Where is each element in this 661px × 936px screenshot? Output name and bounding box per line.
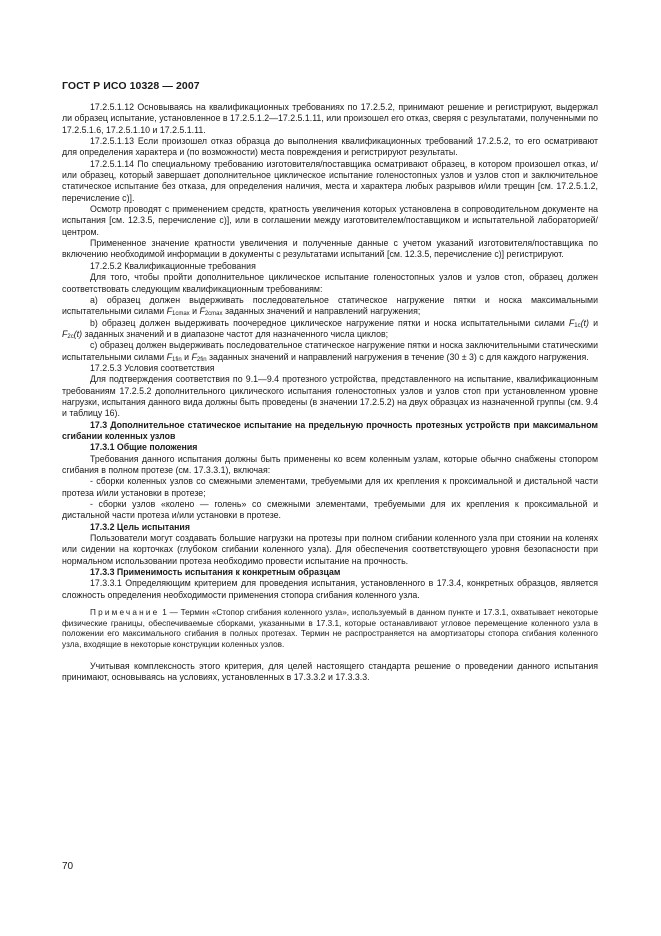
text: а) образец должен выдерживать последовательное статическое нагружение пятки и носка максимальными испытательными силами bbox=[62, 294, 598, 317]
symbol: F bbox=[62, 328, 68, 339]
text: заданных значений и направлений нагружения в течение (30 ± 3) с для каждого нагружения. bbox=[206, 351, 589, 362]
note-text: 1 — Термин «Стопор сгибания коленного узла», используемый в данном пункте и 17.3.1, охватывает некоторые физические границы, обеспечиваемые сборками, указанными в 17.3.1, которые останавливают угловое перемещение коленного узла в положении его максимального сгибания в полных протезах. Термин не распространяется на амортизаторы стопора сгибания коленного узла, входящие в некоторые конструкции коленных узлов. bbox=[62, 608, 598, 649]
symbol: (t) bbox=[73, 328, 83, 339]
symbol: (t) bbox=[580, 317, 589, 328]
symbol: F bbox=[199, 306, 205, 317]
list-item: - сборки коленных узлов со смежными элементами, требуемыми для их крепления к проксимальной и дистальной части протеза и/или установки в протезе; bbox=[62, 476, 598, 498]
paragraph: Для подтверждения соответствия по 9.1—9.4 протезного устройства, представленного на испытание, квалификационным требованиям 17.2.5.2 дополнительного циклического испытания голеностопных узлов и узлов стоп при установленном уровне нагрузки, испытания данного вида должны быть проведены (в значении 17.2.5.2) на двух образцах из назначенной группы (см. 9.4 и таблицу 16). bbox=[62, 374, 598, 419]
text: заданных значений и в диапазоне частот для назначенного числа циклов; bbox=[82, 328, 389, 339]
list-item bbox=[62, 295, 598, 318]
paragraph: 17.2.5.1.13 Если произошел отказ образца до выполнения квалификационных требований 17.2.5.2, то его осматривают для определения характера и (по возможности) места повреждения и регистрируют результаты. bbox=[62, 136, 598, 158]
section-heading-bold: 17.3.2 Цель испытания bbox=[90, 521, 190, 532]
subscript: 2cmax bbox=[204, 311, 223, 318]
text: заданных значений и направлений нагружения; bbox=[222, 306, 421, 317]
document-body bbox=[62, 102, 598, 683]
paragraph: Примененное значение кратности увеличения и полученные данные с учетом указаний изготовителя/поставщика по включению необходимой информации в документы с результатами испытаний [см. 12.3.5, перечисление c)] регистрируют. bbox=[62, 238, 598, 260]
symbol: F bbox=[191, 351, 197, 362]
paragraph: Для того, чтобы пройти дополнительное циклическое испытание голеностопных узлов и узлов стоп, образец должен соответствовать следующим квалификационным требованиям: bbox=[62, 272, 598, 294]
section-heading-bold: 17.3 Дополнительное статическое испытание на предельную прочность протезных устройств при максимальном сгибании коленных узлов bbox=[62, 419, 598, 441]
text: и bbox=[181, 351, 192, 362]
subscript: 1c bbox=[574, 322, 581, 329]
section-heading-bold: 17.3.3 Применимость испытания к конкретным образцам bbox=[90, 567, 341, 578]
paragraph: Пользователи могут создавать большие нагрузки на протезы при полном сгибании коленного узла при стоянии на коленях или сидении на корточках (глубоком сгибании коленного узла). Для обеспечения соответствующего уровня безопасности при нормальном использовании протеза необходимо провести испытание на прочность. bbox=[62, 533, 598, 566]
note bbox=[62, 608, 598, 650]
list-item bbox=[62, 318, 598, 341]
symbol: F bbox=[568, 317, 575, 328]
text: и bbox=[189, 306, 200, 317]
list-item bbox=[62, 340, 598, 363]
subscript: 1cmax bbox=[171, 311, 190, 318]
text: c) образец должен выдерживать последовательное статическое нагружение пятки и носка заключительными статическими испытательными силами bbox=[62, 340, 598, 362]
paragraph: Осмотр проводят с применением средств, кратность увеличения которых установлена в сопроводительном документе на испытания [см. 12.3.5, перечисление c)], или в соглашении между изготовителем/поставщиком и испытательной лабораторией/центром. bbox=[62, 204, 598, 237]
symbol: F bbox=[166, 306, 172, 317]
subscript: 2c bbox=[67, 333, 74, 340]
paragraph: 17.3.3.1 Определяющим критерием для проведения испытания, установленного в 17.3.4, конкретных образцов, является сложность определения необходимости применения стопора сгибания коленного узла. bbox=[62, 578, 598, 600]
section-heading: 17.2.5.3 Условия соответствия bbox=[90, 362, 215, 373]
list-item: - сборки узлов «колено — голень» со смежными элементами, требуемыми для их крепления к проксимальной и дистальной части протеза и/или установки в протезе. bbox=[62, 499, 598, 521]
text: и bbox=[588, 317, 598, 328]
paragraph: 17.2.5.1.12 Основываясь на квалификационных требованиях по 17.2.5.2, принимают решение и регистрируют, выдержал ли образец испытание, установленное в 17.2.5.1.2—17.2.5.1.11, или произошел его отказ, сверяя с результатами, полученными по 17.2.5.1.6, 17.2.5.1.10 и 17.2.5.1.11. bbox=[62, 102, 598, 135]
paragraph: Требования данного испытания должны быть применены ко всем коленным узлам, которые обычно снабжены стопором сгибания в полном протезе (см. 17.3.3.1), включая: bbox=[62, 453, 598, 475]
section-heading-bold: 17.3.1 Общие положения bbox=[90, 442, 198, 453]
page-number: 70 bbox=[62, 861, 74, 872]
subscript: 1fin bbox=[171, 356, 182, 363]
document-header: ГОСТ Р ИСО 10328 — 2007 bbox=[62, 80, 200, 92]
section-heading: 17.2.5.2 Квалификационные требования bbox=[90, 260, 256, 271]
symbol: F bbox=[166, 351, 172, 362]
subscript: 2fin bbox=[196, 356, 207, 363]
paragraph: 17.2.5.1.14 По специальному требованию изготовителя/поставщика осматривают образец, в котором произошел отказ, и/или образец, который завершает дополнительное циклическое испытание голеностопных узлов и узлов стоп и заключительное статическое испытание без отказа, для определения наличия, места и характера любых разрывов и/или трещин [см. 17.2.5.1.2, перечисление c)]. bbox=[62, 158, 598, 203]
note-label: Примечание bbox=[90, 608, 160, 618]
text: b) образец должен выдерживать поочередное циклическое нагружение пятки и носка испытательными силами bbox=[90, 317, 569, 328]
paragraph: Учитывая комплексность этого критерия, для целей настоящего стандарта решение о проведении данного испытания принимают, основываясь на условиях, установленных в 17.3.3.2 и 17.3.3.3. bbox=[62, 660, 598, 682]
